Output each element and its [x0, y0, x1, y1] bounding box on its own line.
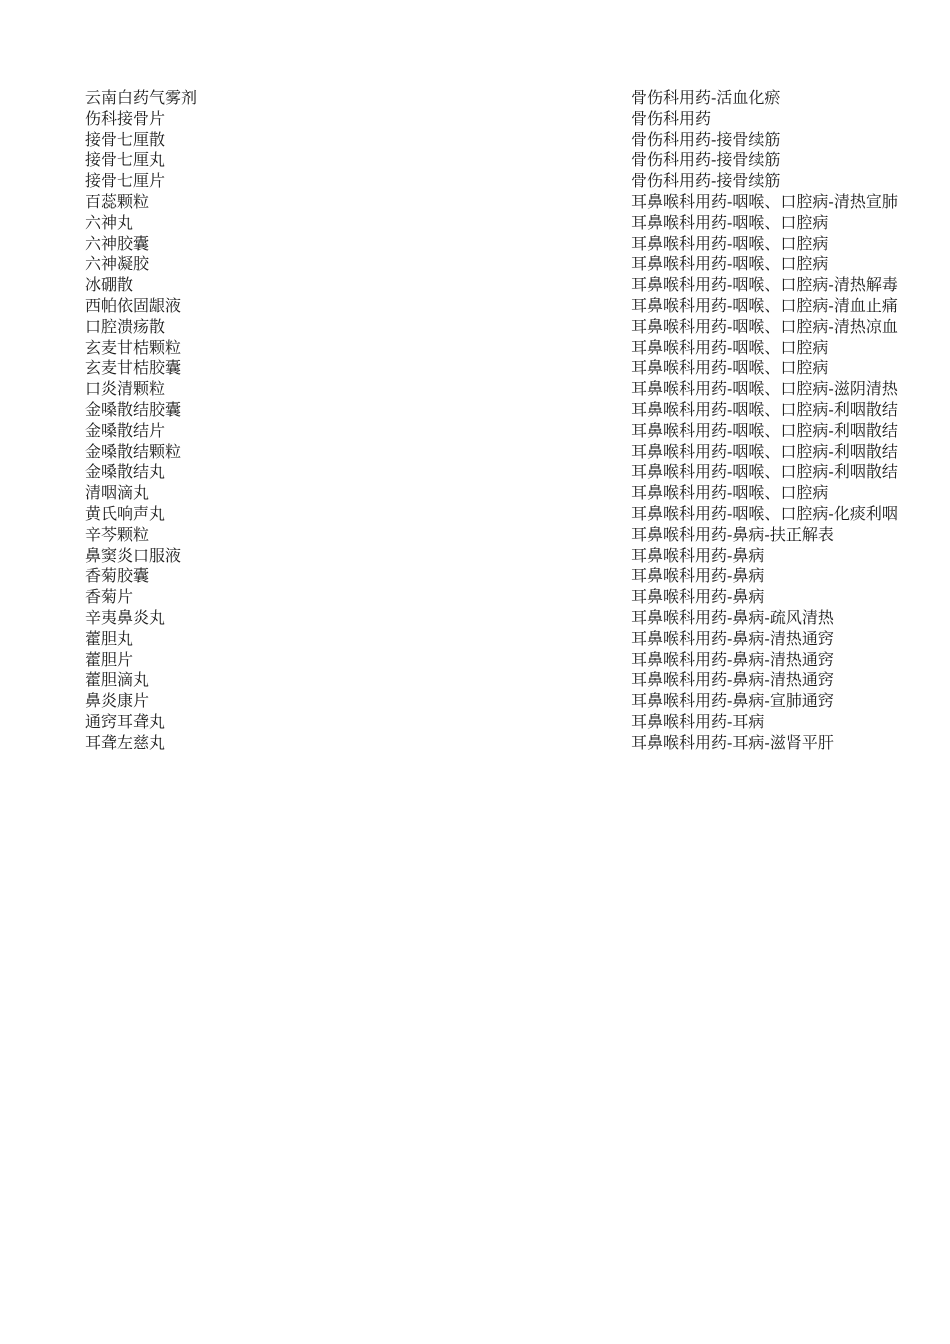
table-row — [85, 213, 898, 234]
drug-category-cell: 耳鼻喉科用药-咽喉、口腔病 — [631, 212, 829, 232]
table-row — [85, 192, 898, 213]
table-row — [85, 171, 898, 192]
drug-category-cell: 耳鼻喉科用药-咽喉、口腔病 — [631, 483, 829, 503]
drug-category-cell: 耳鼻喉科用药-鼻病-清热通窍 — [631, 628, 834, 648]
drug-category-cell: 耳鼻喉科用药-咽喉、口腔病-利咽散结 — [631, 420, 898, 440]
drug-name-cell: 藿胆滴丸 — [85, 670, 150, 690]
drug-name-cell: 金嗓散结颗粒 — [85, 441, 182, 461]
drug-category-cell: 耳鼻喉科用药-咽喉、口腔病 — [631, 337, 829, 357]
table-row — [85, 504, 898, 525]
drug-name-cell: 接骨七厘散 — [85, 129, 166, 149]
drug-name-cell: 藿胆丸 — [85, 628, 134, 648]
table-row — [85, 650, 898, 671]
drug-category-table — [85, 88, 898, 754]
table-row — [85, 483, 898, 504]
drug-category-cell: 耳鼻喉科用药-鼻病-扶正解表 — [631, 524, 834, 544]
drug-category-cell: 耳鼻喉科用药-咽喉、口腔病 — [631, 254, 829, 274]
drug-category-cell: 耳鼻喉科用药-咽喉、口腔病 — [631, 358, 829, 378]
table-body — [85, 88, 898, 754]
drug-name-cell: 伤科接骨片 — [85, 108, 166, 128]
drug-category-cell: 骨伤科用药-接骨续筋 — [631, 150, 781, 170]
drug-name-cell: 六神凝胶 — [85, 254, 150, 274]
drug-category-cell: 骨伤科用药-活血化瘀 — [631, 88, 781, 107]
table-row — [85, 254, 898, 275]
drug-name-cell: 金嗓散结片 — [85, 420, 166, 440]
drug-name-cell: 六神胶囊 — [85, 233, 150, 253]
drug-category-cell: 耳鼻喉科用药-鼻病 — [631, 587, 765, 607]
table-row — [85, 234, 898, 255]
table-row — [85, 338, 898, 359]
drug-name-cell: 金嗓散结胶囊 — [85, 399, 182, 419]
drug-category-cell: 骨伤科用药 — [631, 108, 712, 128]
drug-category-cell: 耳鼻喉科用药-咽喉、口腔病 — [631, 233, 829, 253]
drug-name-cell: 冰硼散 — [85, 275, 134, 295]
drug-name-cell: 藿胆片 — [85, 649, 134, 669]
drug-name-cell: 香菊胶囊 — [85, 566, 150, 586]
drug-category-cell: 耳鼻喉科用药-咽喉、口腔病-化痰利咽 — [631, 503, 898, 523]
table-row — [85, 88, 898, 109]
table-row — [85, 733, 898, 754]
table-row — [85, 150, 898, 171]
drug-name-cell: 云南白药气雾剂 — [85, 88, 198, 107]
drug-name-cell: 辛芩颗粒 — [85, 524, 150, 544]
drug-name-cell: 鼻炎康片 — [85, 691, 150, 711]
drug-name-cell: 辛夷鼻炎丸 — [85, 607, 166, 627]
drug-name-cell: 黄氏响声丸 — [85, 503, 166, 523]
drug-category-cell: 耳鼻喉科用药-鼻病-疏风清热 — [631, 607, 834, 627]
drug-category-cell: 耳鼻喉科用药-咽喉、口腔病-利咽散结 — [631, 441, 898, 461]
drug-category-cell: 耳鼻喉科用药-鼻病-宣肺通窍 — [631, 691, 834, 711]
drug-name-cell: 鼻窦炎口服液 — [85, 545, 182, 565]
table-row — [85, 670, 898, 691]
drug-name-cell: 耳聋左慈丸 — [85, 732, 166, 752]
table-row — [85, 629, 898, 650]
drug-name-cell: 百蕊颗粒 — [85, 191, 150, 211]
table-row — [85, 317, 898, 338]
table-row — [85, 358, 898, 379]
table-row — [85, 130, 898, 151]
table-row — [85, 691, 898, 712]
drug-category-cell: 耳鼻喉科用药-咽喉、口腔病-滋阴清热 — [631, 379, 898, 399]
table-row — [85, 566, 898, 587]
drug-category-cell: 耳鼻喉科用药-耳病-滋肾平肝 — [631, 732, 834, 752]
drug-category-cell: 骨伤科用药-接骨续筋 — [631, 171, 781, 191]
drug-category-cell: 耳鼻喉科用药-咽喉、口腔病-利咽散结 — [631, 462, 898, 482]
drug-category-cell: 耳鼻喉科用药-咽喉、口腔病-清热解毒 — [631, 275, 898, 295]
drug-category-cell: 耳鼻喉科用药-鼻病-清热通窍 — [631, 670, 834, 690]
drug-category-cell: 耳鼻喉科用药-鼻病-清热通窍 — [631, 649, 834, 669]
table-row — [85, 587, 898, 608]
drug-name-cell: 通窍耳聋丸 — [85, 711, 166, 731]
table-row — [85, 546, 898, 567]
table-row — [85, 462, 898, 483]
drug-category-cell: 耳鼻喉科用药-咽喉、口腔病-利咽散结 — [631, 399, 898, 419]
drug-name-cell: 香菊片 — [85, 587, 134, 607]
drug-category-cell: 耳鼻喉科用药-咽喉、口腔病-清血止痛 — [631, 295, 898, 315]
table-row — [85, 421, 898, 442]
table-row — [85, 400, 898, 421]
drug-category-cell: 耳鼻喉科用药-鼻病 — [631, 566, 765, 586]
drug-category-cell: 耳鼻喉科用药-耳病 — [631, 711, 765, 731]
table-row — [85, 379, 898, 400]
drug-name-cell: 口腔溃疡散 — [85, 316, 166, 336]
drug-name-cell: 六神丸 — [85, 212, 134, 232]
table-row — [85, 296, 898, 317]
table-row — [85, 525, 898, 546]
drug-name-cell: 西帕依固龈液 — [85, 295, 182, 315]
drug-name-cell: 接骨七厘丸 — [85, 150, 166, 170]
drug-category-cell: 耳鼻喉科用药-咽喉、口腔病-清热宣肺 — [631, 191, 898, 211]
drug-category-cell: 耳鼻喉科用药-咽喉、口腔病-清热凉血 — [631, 316, 898, 336]
drug-category-cell: 骨伤科用药-接骨续筋 — [631, 129, 781, 149]
drug-name-cell: 口炎清颗粒 — [85, 379, 166, 399]
drug-name-cell: 玄麦甘桔胶囊 — [85, 358, 182, 378]
drug-name-cell: 金嗓散结丸 — [85, 462, 166, 482]
drug-name-cell: 清咽滴丸 — [85, 483, 150, 503]
drug-name-cell: 玄麦甘桔颗粒 — [85, 337, 182, 357]
table-row — [85, 608, 898, 629]
table-row — [85, 275, 898, 296]
table-row — [85, 712, 898, 733]
table-row — [85, 442, 898, 463]
drug-category-cell: 耳鼻喉科用药-鼻病 — [631, 545, 765, 565]
table-row — [85, 109, 898, 130]
drug-name-cell: 接骨七厘片 — [85, 171, 166, 191]
